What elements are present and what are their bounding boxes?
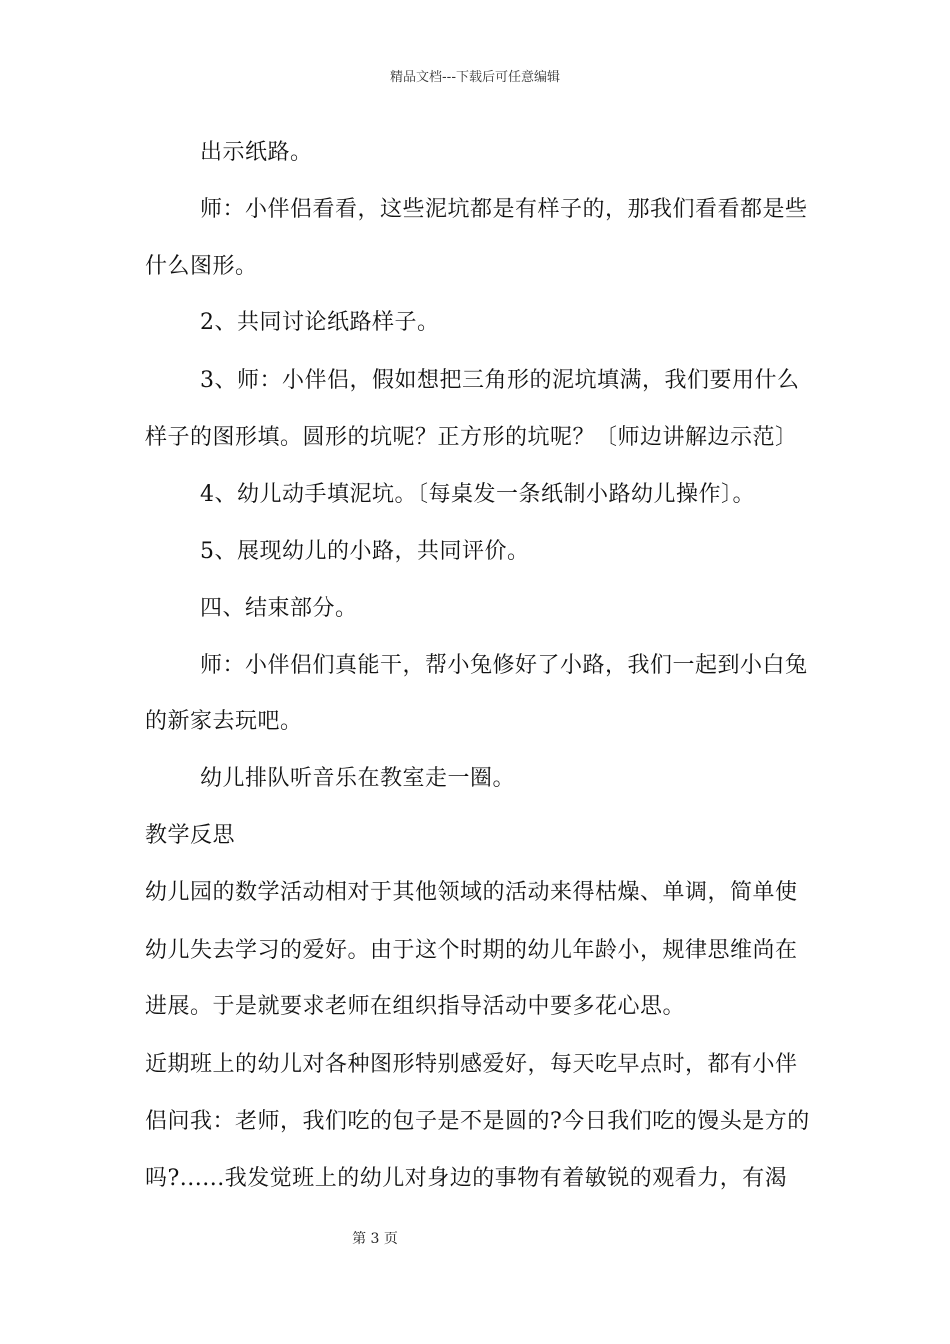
paragraph-line: 进展。于是就要求老师在组织指导活动中要多花心思。 bbox=[145, 994, 686, 1019]
paragraph-line: 样子的图形填。圆形的坑呢？正方形的坑呢？〔师边讲解边示范〕 bbox=[145, 425, 798, 450]
paragraph-line: 近期班上的幼儿对各种图形特别感爱好，每天吃早点时，都有小伴 bbox=[145, 1052, 798, 1077]
paragraph-line: 四、结束部分。 bbox=[200, 596, 358, 621]
paragraph-line: 3、师：小伴侣，假如想把三角形的泥坑填满，我们要用什么 bbox=[200, 368, 800, 393]
paragraph-line: 幼儿失去学习的爱好。由于这个时期的幼儿年龄小，规律思维尚在 bbox=[145, 938, 798, 963]
paragraph-line: 侣问我：老师，我们吃的包子是不是圆的?今日我们吃的馒头是方的 bbox=[145, 1109, 810, 1134]
paragraph-line: 的新家去玩吧。 bbox=[145, 709, 303, 734]
paragraph-line: 幼儿园的数学活动相对于其他领域的活动来得枯燥、单调，简单使 bbox=[145, 880, 798, 905]
paragraph-line: 师：小伴侣看看，这些泥坑都是有样子的，那我们看看都是些 bbox=[200, 197, 808, 222]
paragraph-line: 2、共同讨论纸路样子。 bbox=[200, 310, 440, 335]
page-header: 精品文档---下载后可任意编辑 bbox=[389, 70, 561, 85]
page-number: 第 3 页 bbox=[352, 1231, 398, 1247]
paragraph-line: 出示纸路。 bbox=[200, 140, 313, 165]
section-heading: 教学反思 bbox=[145, 823, 236, 848]
paragraph-line: 4、幼儿动手填泥坑。〔每桌发一条纸制小路幼儿操作〕。 bbox=[200, 482, 755, 507]
paragraph-line: 幼儿排队听音乐在教室走一圈。 bbox=[200, 766, 516, 791]
paragraph-line: 5、展现幼儿的小路，共同评价。 bbox=[200, 539, 530, 564]
paragraph-line: 吗?......我发觉班上的幼儿对身边的事物有着敏锐的观看力，有渴 bbox=[145, 1166, 788, 1191]
paragraph-line: 什么图形。 bbox=[145, 254, 258, 279]
paragraph-line: 师：小伴侣们真能干，帮小兔修好了小路，我们一起到小白兔 bbox=[200, 653, 808, 678]
